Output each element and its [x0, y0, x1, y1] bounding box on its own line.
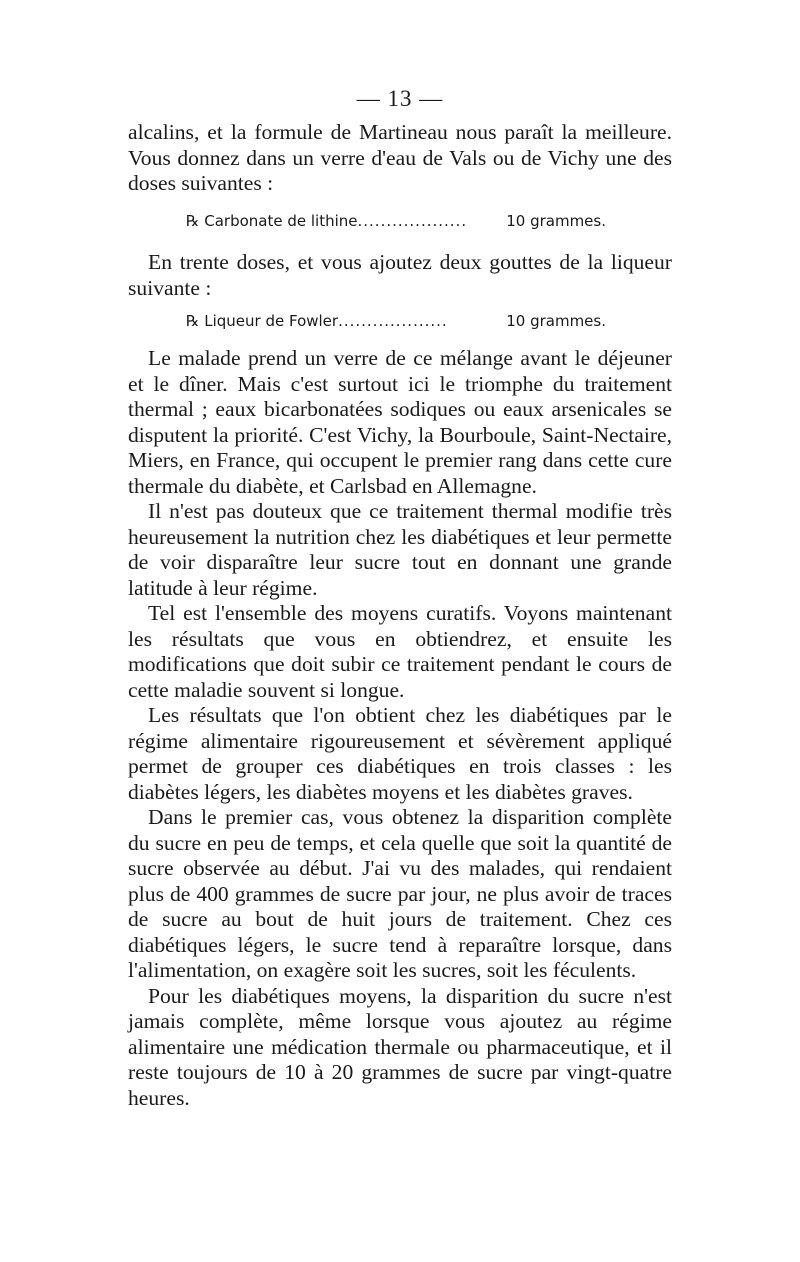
recipe-symbol: ℞	[186, 312, 200, 330]
formula-fowler	[186, 312, 606, 330]
formula-item: Liqueur de Fowler	[204, 312, 339, 330]
recipe-symbol: ℞	[186, 212, 200, 230]
paragraph: Il n'est pas douteux que ce traitement thermal modifie très heureusement la nutrition chez les diabétiques et leur permette de voir disparaître leur sucre tout en donnant une grande latitude à leur régime.	[128, 499, 672, 600]
paragraph: Pour les diabétiques moyens, la disparition du sucre n'est jamais complète, même lorsque vous ajoutez au régime alimentaire une médication thermale ou pharmaceutique, et il reste toujours de 10 à 20 grammes de sucre par vingt-quatre heures.	[128, 983, 672, 1110]
text-block-3	[128, 346, 672, 1111]
text-block-1	[128, 120, 672, 197]
paragraph: Tel est l'ensemble des moyens curatifs. Voyons maintenant les résultats que vous en obtiendrez, et ensuite les modifications que doit subir ce traitement pendant le cours de cette maladie souvent si longue.	[128, 601, 672, 702]
paragraph: En trente doses, et vous ajoutez deux gouttes de la liqueur suivante :	[128, 250, 672, 300]
leader-dots: ...................	[338, 312, 448, 330]
paragraph: Le malade prend un verre de ce mélange avant le déjeuner et le dîner. Mais c'est surtout ici le triomphe du traitement thermal ; eaux bicarbonatées sodiques ou eaux arsenicales se disputent la priorité. C'est Vichy, la Bourboule, Saint-Nectaire, Miers, en France, qui occupent le premier rang dans cette cure thermale du diabète, et Carlsbad en Allemagne.	[128, 346, 672, 498]
paragraph: Dans le premier cas, vous obtenez la disparition complète du sucre en peu de temps, et cela quelle que soit la quantité de sucre observée au début. J'ai vu des malades, qui rendaient plus de 400 grammes de sucre par jour, ne plus avoir de traces de sucre au bout de huit jours de traitement. Chez ces diabétiques légers, le sucre tend à reparaître lorsque, dans l'alimentation, on exagère soit les sucres, soit les féculents.	[128, 805, 672, 982]
formula-amount: 10 grammes.	[506, 312, 606, 330]
text-block-2	[128, 250, 672, 301]
paragraph: Les résultats que l'on obtient chez les diabétiques par le régime alimentaire rigoureusement et sévèrement appliqué permet de grouper ces diabétiques en trois classes : les diabètes légers, les diabètes moyens et les diabètes graves.	[128, 703, 672, 804]
leader-dots: ...................	[357, 212, 468, 230]
formula-lithine	[186, 212, 606, 230]
paragraph: alcalins, et la formule de Martineau nous paraît la meilleure. Vous donnez dans un verre d'eau de Vals ou de Vichy une des doses suivantes :	[128, 120, 672, 195]
formula-item: Carbonate de lithine	[204, 212, 358, 230]
page-number: — 13 —	[356, 86, 444, 111]
formula-amount: 10 grammes.	[506, 212, 606, 230]
